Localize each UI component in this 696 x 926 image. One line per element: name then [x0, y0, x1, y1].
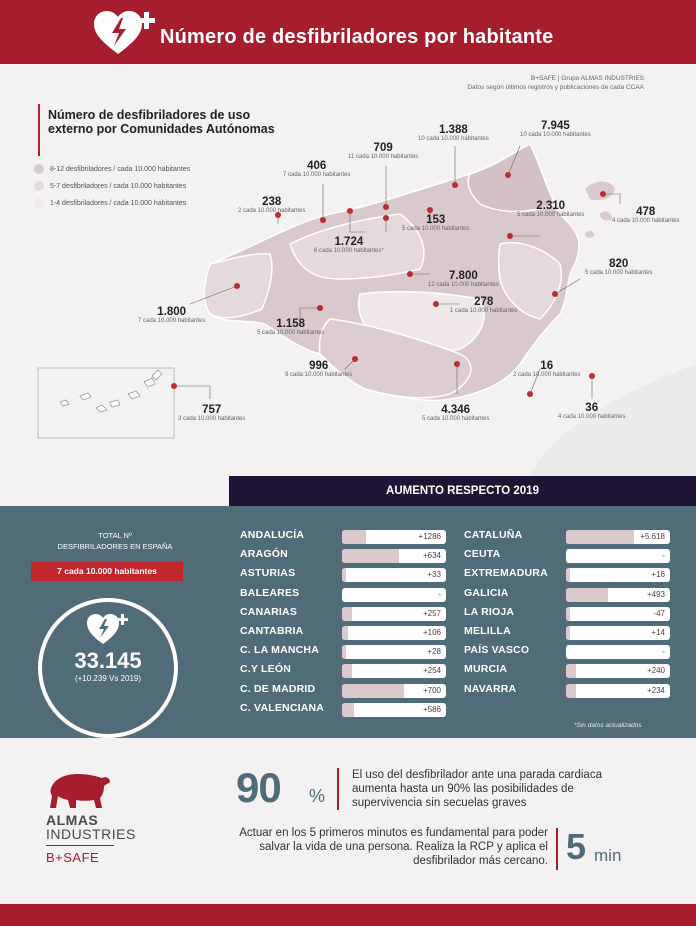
increase-bar-fill: [342, 703, 354, 717]
brand-name-2: INDUSTRIES: [46, 826, 136, 842]
increase-bar: [342, 626, 446, 640]
region-name: MELILLA: [464, 625, 511, 637]
map-label: 1.388 10 cada 10.000 habitantes: [418, 124, 489, 142]
source-line-1: B+SAFE | Grupo ALMAS INDUSTRIES: [530, 75, 644, 82]
increase-row: [240, 682, 450, 698]
region-name: ANDALUCÍA: [240, 529, 305, 541]
map-label: 1.724 6 cada 10.000 habitantes*: [314, 236, 384, 254]
map-label: 996 9 cada 10.000 habitantes: [285, 360, 353, 378]
percent-value: 90: [236, 764, 281, 811]
map-label: 153 5 cada 10.000 habitantes: [402, 214, 470, 232]
increase-value: -47: [653, 608, 665, 618]
total-label-line-2: DESFIBRILADORES EN ESPAÑA: [57, 542, 173, 551]
map-label: 278 1 cada 10.000 habitantes: [450, 296, 518, 314]
region-name: C. LA MANCHA: [240, 644, 320, 657]
total-badge: 7 cada 10.000 habitantes: [31, 562, 183, 581]
increase-bar: [342, 568, 446, 582]
footnote: *Sin datos actualizados: [574, 722, 642, 729]
legend-title: Número de desfibriladores de uso externo por Comunidades Autónomas: [48, 108, 275, 136]
total-label: [20, 530, 210, 552]
legend-label: 5-7 desfibriladores / cada 10.000 habitantes: [50, 182, 187, 190]
map-label: 709 11 cada 10.000 habitantes: [348, 142, 419, 160]
increase-bar-fill: [342, 664, 352, 678]
region-name: ARAGÓN: [240, 548, 288, 561]
map-label: 7.945 10 cada 10.000 habitantes: [520, 120, 591, 138]
increase-row: [240, 605, 450, 621]
increase-row: [240, 566, 450, 582]
heart-defibrillator-icon: [86, 612, 130, 646]
legend-label: 1-4 desfibriladores / cada 10.000 habitantes: [50, 199, 187, 207]
map-label: 406 7 cada 10.000 habitantes: [283, 160, 351, 178]
heart-defibrillator-icon: [92, 8, 158, 58]
increase-row: [240, 624, 450, 640]
map-label: 2.310 5 cada 10.000 habitantes: [517, 200, 585, 218]
increase-value: +257: [422, 608, 441, 618]
total-number: 33.145: [74, 648, 142, 673]
increase-bar: [566, 645, 670, 659]
region-name: MURCIA: [464, 663, 508, 676]
increase-bar-fill: [342, 530, 366, 544]
increase-bar-fill: [566, 607, 570, 621]
brand-name: ALMAS: [46, 812, 99, 828]
increase-bar: [566, 626, 670, 640]
increase-bar-fill: [566, 568, 570, 582]
increase-bar: [566, 588, 670, 602]
increase-value: +16: [651, 570, 665, 580]
increase-bar: [342, 645, 446, 659]
map-label: 478 4 cada 10.000 habitantes: [612, 206, 680, 224]
increase-row: [464, 605, 674, 621]
increase-bar-fill: [342, 626, 348, 640]
increase-value: +1286: [418, 532, 441, 541]
increase-row: [240, 586, 450, 602]
increase-value: -: [438, 589, 441, 599]
increase-value: +33: [427, 570, 441, 580]
increase-value: +634: [422, 551, 441, 561]
source-line-2: Datos según últimos registros y publicaciones de cada CCAA: [467, 84, 644, 91]
increase-row: [240, 701, 450, 717]
increase-bar: [566, 568, 670, 582]
page-title: Número de desfibriladores por habitante: [160, 26, 554, 48]
increase-value: +586: [422, 704, 441, 714]
increase-bar: [342, 607, 446, 621]
increase-row: [464, 624, 674, 640]
map-label: 1.800 7 cada 10.000 habitantes: [138, 306, 206, 324]
increase-bar: [342, 703, 446, 717]
percent-divider: [337, 768, 339, 810]
footer-bar: [0, 904, 696, 926]
increase-bar: [342, 664, 446, 678]
increase-row: [464, 586, 674, 602]
increase-bar-fill: [342, 684, 404, 698]
region-name: LA RIOJA: [464, 605, 515, 618]
region-name: C.Y LEÓN: [240, 663, 291, 676]
region-name: CANTABRIA: [240, 625, 304, 637]
increase-row: [464, 662, 674, 678]
increase-bar-fill: [342, 645, 346, 659]
map-label: 16 2 cada 10.000 habitantes: [513, 360, 581, 378]
map-label: 757 3 cada 10.000 habitantes: [178, 404, 246, 422]
increase-bar: [342, 530, 446, 544]
increase-header: AUMENTO RESPECTO 2019: [229, 476, 696, 506]
increase-row: [464, 528, 674, 544]
increase-value: +234: [646, 685, 665, 695]
increase-value: +240: [646, 666, 665, 676]
increase-bar: [566, 664, 670, 678]
increase-value: +493: [646, 589, 665, 599]
increase-row: [240, 643, 450, 659]
increase-bar: [566, 530, 670, 544]
increase-value: -: [662, 647, 665, 657]
increase-bar-fill: [566, 684, 576, 698]
map-label: 7.800 12 cada 10.000 habitantes: [428, 270, 499, 288]
increase-bar: [342, 549, 446, 563]
increase-bar-fill: [566, 626, 570, 640]
increase-bar-fill: [342, 568, 346, 582]
increase-bar: [342, 588, 446, 602]
minutes-unit: min: [594, 846, 622, 865]
increase-row: [464, 566, 674, 582]
increase-value: +254: [422, 666, 441, 676]
region-name: C. VALENCIANA: [240, 701, 325, 714]
increase-bar-fill: [342, 607, 352, 621]
increase-bar: [566, 607, 670, 621]
increase-bar-fill: [566, 588, 608, 602]
legend-label: 8-12 desfibriladores / cada 10.000 habitantes: [50, 165, 191, 173]
map-label: 36 4 cada 10.000 habitantes: [558, 402, 626, 420]
total-label-line-1: TOTAL Nº: [98, 531, 132, 540]
increase-value: +106: [422, 628, 441, 637]
increase-value: +14: [651, 628, 665, 637]
increase-bar-fill: [566, 530, 634, 544]
brand-divider: [46, 845, 114, 846]
increase-row: [240, 547, 450, 563]
spain-map: [0, 64, 696, 504]
map-label: 1.158 5 cada 10.000 habitantes: [257, 318, 325, 336]
canarias-islands: [60, 370, 162, 412]
header-bar: [0, 0, 696, 64]
increase-bar: [566, 684, 670, 698]
increase-row: [464, 547, 674, 563]
region-name: ASTURIAS: [240, 567, 296, 580]
increase-row: [464, 643, 674, 659]
canarias-inset: [38, 368, 174, 438]
bear-logo-icon: [48, 768, 112, 810]
minutes-value: 5: [566, 826, 587, 867]
increase-row: [240, 662, 450, 678]
increase-row: [240, 528, 450, 544]
region-name: GALICIA: [464, 586, 509, 599]
region-name: BALEARES: [240, 586, 300, 599]
increase-row: [464, 682, 674, 698]
increase-value: +28: [427, 647, 441, 657]
region-name: NAVARRA: [464, 682, 517, 695]
minutes-text: Actuar en los 5 primeros minutos es fundamental para poder salvar la vida de una persona. Realiza la RCP y aplica el desfibrilador más cercano.: [239, 827, 548, 867]
map-label: 820 5 cada 10.000 habitantes: [585, 258, 653, 276]
percent-sign: %: [309, 786, 326, 806]
region-name: CATALUÑA: [464, 529, 523, 541]
increase-value: +5.618: [640, 532, 665, 541]
region-name: CEUTA: [464, 548, 501, 561]
increase-bar-fill: [566, 664, 576, 678]
map-label: 238 2 cada 10.000 habitantes: [238, 196, 306, 214]
brand-sub: B+SAFE: [46, 850, 100, 865]
increase-bar: [342, 684, 446, 698]
percent-text: El uso del desfibrilador ante una parada cardiaca aumenta hasta un 90% las posibilidades de supervivencia sin secuelas graves: [352, 769, 602, 809]
map-label: 4.346 5 cada 10.000 habitantes: [422, 404, 490, 422]
increase-value: +700: [422, 685, 441, 695]
increase-value: -: [662, 551, 665, 561]
increase-bar-fill: [342, 549, 399, 563]
baleares-islands: [585, 182, 615, 238]
total-increase: (+10.239 Vs 2019): [74, 674, 142, 683]
region-name: CANARIAS: [240, 605, 298, 618]
increase-bar: [566, 549, 670, 563]
region-name: PAÍS VASCO: [464, 644, 530, 657]
region-name: C. DE MADRID: [240, 682, 316, 695]
minutes-divider: [556, 828, 558, 870]
region-name: EXTREMADURA: [464, 567, 548, 580]
